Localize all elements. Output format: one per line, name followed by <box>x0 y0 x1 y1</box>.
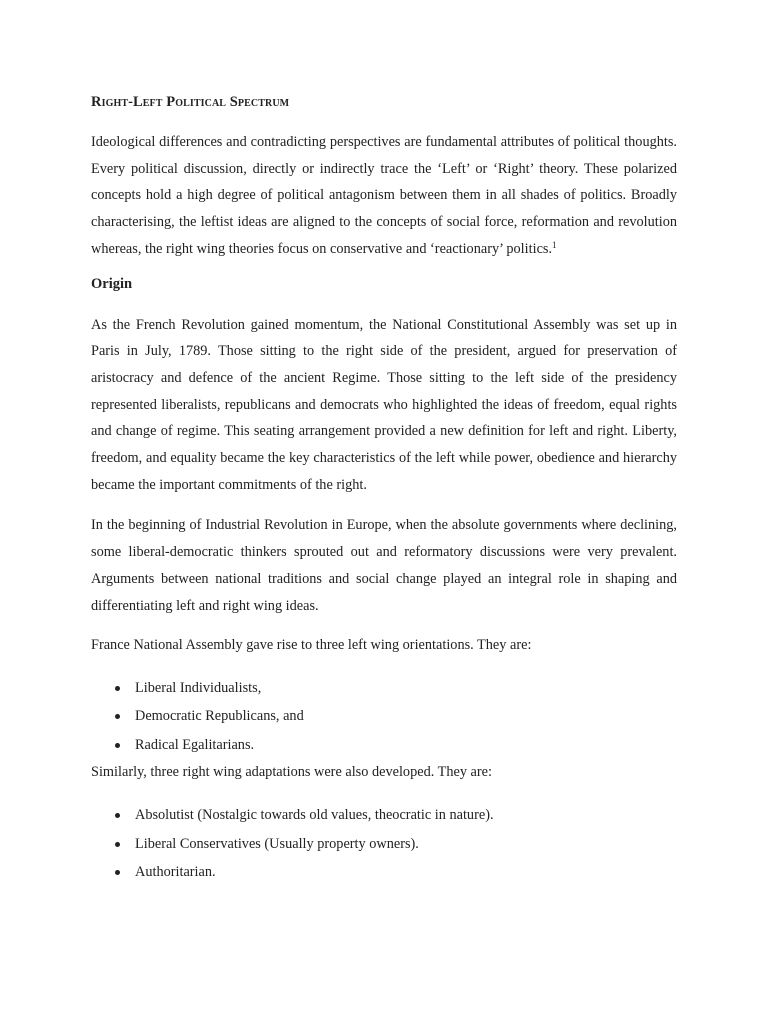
right-wing-intro: Similarly, three right wing adaptations were also developed. They are: <box>91 764 492 781</box>
intro-text: Ideological differences and contradicting perspectives are fundamental attributes of political thoughts. Every political discussion, directly or indirectly trace the ‘Left’ or ‘Right’ theory. These polarized concepts hold a high degree of political antagonism between them in all shades of politics. Broadly characterising, the leftist ideas are aligned to the concepts of social force, reformation and revolution whereas, the right wing theories focus on conservative and ‘reactionary’ politics. <box>91 134 677 257</box>
document-page <box>91 92 677 887</box>
bullet-icon <box>115 842 120 847</box>
list-item-text: Democratic Republicans, and <box>135 708 304 725</box>
bullet-icon <box>115 686 120 691</box>
list-item-text: Authoritarian. <box>135 864 216 881</box>
list-item <box>91 830 677 859</box>
list-item <box>91 801 677 830</box>
left-wing-list <box>91 674 677 760</box>
bullet-icon <box>115 714 120 719</box>
list-item-text: Liberal Individualists, <box>135 679 262 696</box>
list-item <box>91 702 677 731</box>
document-title: Right-Left Political Spectrum <box>91 94 290 110</box>
list-item-text: Radical Egalitarians. <box>135 736 255 753</box>
origin-heading: Origin <box>91 275 133 292</box>
right-wing-list <box>91 801 677 887</box>
footnote-marker: 1 <box>552 239 557 250</box>
origin-paragraph-2: In the beginning of Industrial Revolution in Europe, when the absolute governments where declining, some liberal-democratic thinkers sprouted out and reformatory discussions were very prevalent. Arguments between national traditions and social change played an integral role in shaping and differentiating left and right wing ideas. <box>91 517 677 614</box>
bullet-icon <box>115 813 120 818</box>
origin-paragraph-1: As the French Revolution gained momentum, the National Constitutional Assembly was set up in Paris in July, 1789. Those sitting to the right side of the president, argued for preservation of aristocracy and defence of the ancient Regime. Those sitting to the left side of the presidency represented liberalists, republicans and democrats who highlighted the ideas of freedom, equal rights and change of regime. This seating arrangement provided a new definition for left and right. Liberty, freedom, and equality became the key characteristics of the left while power, obedience and hierarchy became the important commitments of the right. <box>91 316 677 493</box>
intro-paragraph <box>91 129 677 263</box>
list-item <box>91 731 677 760</box>
list-item-text: Absolutist (Nostalgic towards old values, theocratic in nature). <box>135 807 494 824</box>
bullet-icon <box>115 870 120 875</box>
list-item <box>91 674 677 703</box>
list-item <box>91 858 677 887</box>
list-item-text: Liberal Conservatives (Usually property owners). <box>135 835 419 852</box>
bullet-icon <box>115 743 120 748</box>
left-wing-intro: France National Assembly gave rise to three left wing orientations. They are: <box>91 637 532 654</box>
